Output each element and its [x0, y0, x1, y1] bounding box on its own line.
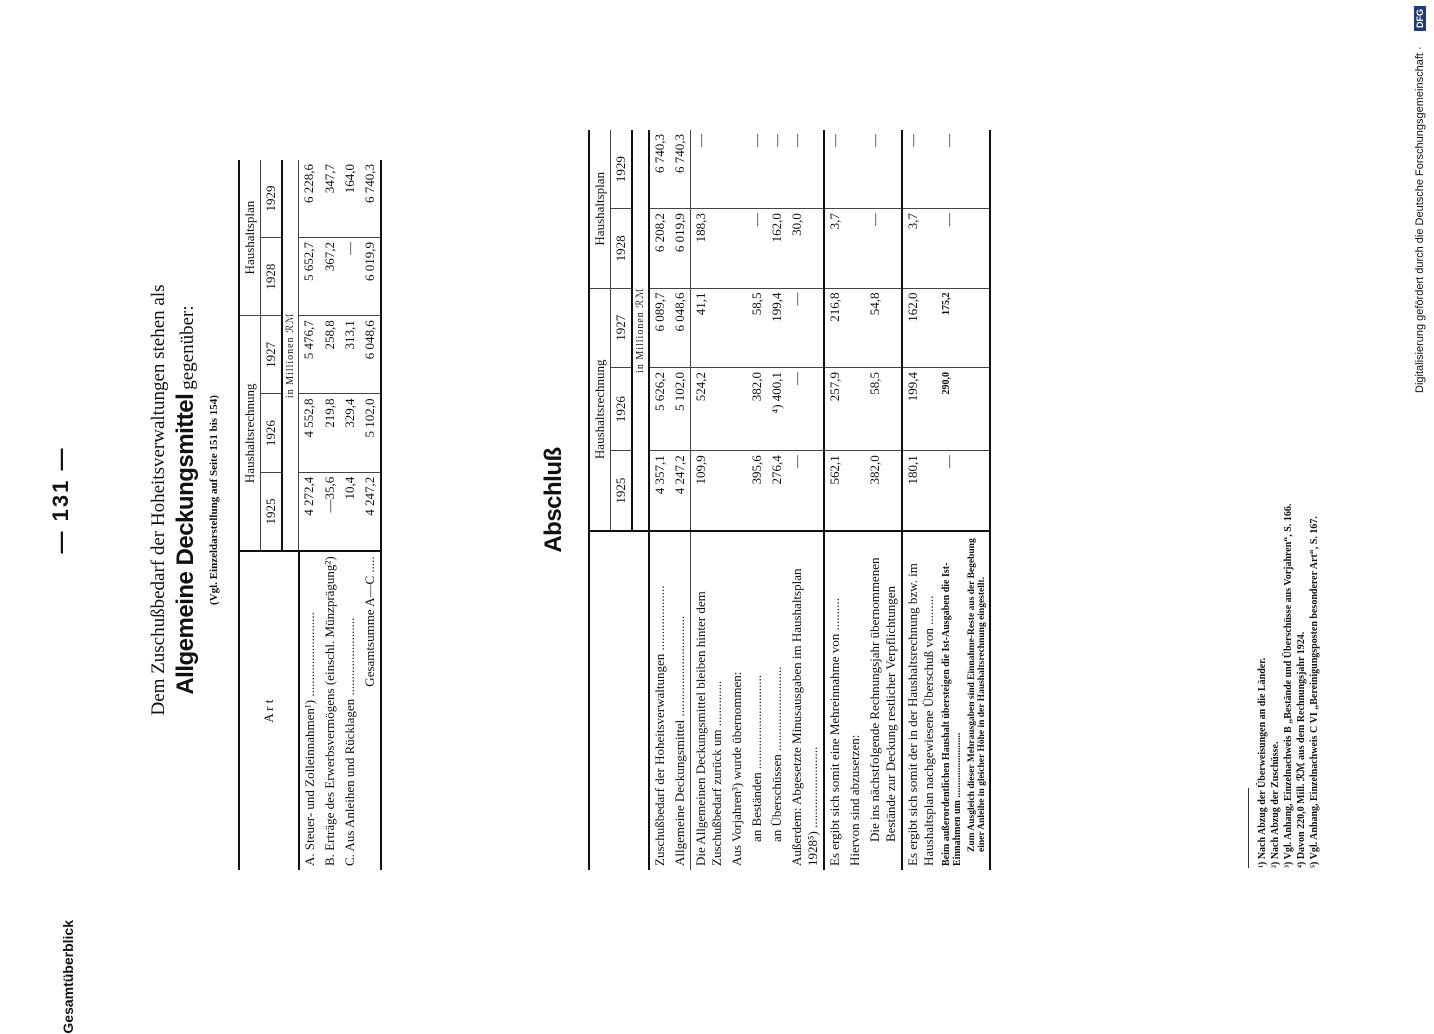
cell-value: 524,2	[691, 367, 728, 450]
row-label: B. Erträge des Erwerbsvermögens (einschl. Münzprägung²)	[320, 551, 340, 870]
footnote: ¹) Nach Abzug der Überweisungen an die Länder.	[1257, 657, 1268, 868]
cell-value: —	[787, 288, 824, 367]
total-row	[360, 160, 381, 870]
cell-value: 6 208,2	[649, 209, 670, 288]
cell-value: 6 019,9	[670, 209, 691, 288]
year-header: 1927	[611, 288, 633, 367]
year-header: 1929	[611, 130, 633, 209]
cell-value: 180,1	[902, 451, 939, 531]
year-header: 1925	[611, 451, 633, 531]
cell-value: 199,4	[767, 288, 787, 367]
table-row	[965, 130, 990, 870]
cell-value: 164,0	[341, 164, 357, 194]
cell-value: 562,1	[824, 451, 845, 531]
footnote-rule	[1248, 788, 1249, 868]
cell-value: —	[749, 134, 764, 147]
digitization-text: Digitalisierung gefördert durch die Deutsche Forschungsgemeinschaft ·	[1414, 46, 1426, 393]
section2-title: Abschluß	[540, 447, 567, 553]
cell-value: 6 228,6	[301, 164, 316, 203]
cell-value: 5 476,7	[299, 316, 320, 394]
table-row	[340, 160, 360, 870]
table-row	[747, 130, 767, 870]
cell-value: 367,2	[320, 237, 340, 315]
table-row	[939, 130, 965, 870]
table-row	[649, 130, 670, 870]
section1-title-line	[172, 0, 200, 1000]
cell-value: —	[787, 367, 824, 450]
row-label: Zum Ausgleich dieser Mehrausgaben sind Einnahme-Reste aus der Begebung einer Anleihe in gleicher Höhe in der Haushaltsrechnung eingestellt.	[965, 531, 990, 870]
cell-value: 5 102,0	[670, 367, 691, 450]
table-row	[320, 160, 340, 870]
digitization-note	[1412, 0, 1434, 393]
cell-value: —	[939, 209, 965, 288]
unit-label: in Millionen ℛℳ	[632, 130, 649, 531]
cell-value: —	[787, 130, 824, 209]
total-value: 4 247,2	[360, 472, 381, 551]
year-header: 1928	[261, 237, 283, 315]
cell-value: 382,0	[865, 451, 902, 531]
cell-value: 30,0	[787, 209, 824, 288]
abschluss-table	[588, 130, 991, 870]
col-art-header: A r t	[260, 699, 276, 723]
footnote: ⁵) Vgl. Anhang, Einzelnachweis C VI „Bereinigungsposten besonderer Art“, S. 167.	[1309, 516, 1320, 868]
total-label: Gesamtsumme A—C .....	[360, 551, 381, 870]
cell-value: 10,4	[340, 472, 360, 551]
group2-header: Haushaltsplan	[239, 160, 261, 316]
table-row	[865, 130, 902, 870]
footnotes	[1256, 148, 1321, 868]
table-row	[824, 130, 845, 870]
year-header: 1925	[261, 472, 283, 551]
year-header: 1926	[261, 394, 283, 472]
table-row	[787, 130, 824, 870]
cell-value: 4 247,2	[670, 451, 691, 531]
total-value: 6 740,3	[360, 160, 381, 237]
row-label: Zuschußbedarf der Hoheitsverwaltungen ....................	[649, 531, 670, 870]
section1-title: Allgemeine Deckungsmittel	[172, 393, 199, 695]
row-label: A. Steuer- und Zolleinnahmen¹) ..........................	[299, 551, 320, 870]
cell-value: —	[865, 130, 902, 209]
cell-value: 5 652,7	[299, 237, 320, 315]
cell-value: 216,8	[824, 288, 845, 367]
row-label: Es ergibt sich somit eine Mehreinnahme von ..........	[824, 531, 845, 870]
row-label: an Überschüssen ..........................	[767, 531, 787, 870]
cell-value: 4 357,1	[649, 451, 670, 531]
table-row	[767, 130, 787, 870]
cell-value: 58,5	[865, 367, 902, 450]
page-number: — 131 —	[48, 446, 73, 554]
row-label: Hiervon sind abzusetzen:	[845, 531, 865, 870]
cell-value: —	[747, 209, 767, 288]
group2-header: Haushaltsplan	[589, 130, 611, 288]
footnote: ⁴) Davon 220,0 Mill. ℛℳ aus dem Rechnungsjahr 1924.	[1296, 631, 1307, 868]
cell-value: —	[905, 134, 920, 147]
table-row	[691, 130, 728, 870]
cell-value: 175,2	[939, 288, 965, 367]
cell-value: 188,3	[691, 209, 728, 288]
cell-value: 257,9	[824, 367, 845, 450]
row-label: Aus Vorjahren³) wurde übernommen:	[727, 531, 747, 870]
total-value: 6 048,6	[360, 316, 381, 394]
section1-subnote: (Vgl. Einzeldarstellung auf Seite 151 bis 154)	[208, 395, 220, 605]
cell-value: ⁴) 400,1	[767, 367, 787, 450]
unit-label: in Millionen ℛℳ	[282, 160, 299, 551]
table-row	[299, 160, 320, 870]
cell-value: —	[827, 134, 842, 147]
cell-value: 4 272,4	[299, 472, 320, 551]
row-label: Die ins nächstfolgende Rechnungsjahr übernommenen Bestände zur Deckung restlicher Verpflichtungen	[865, 531, 902, 870]
row-label: Außerdem: Abgesetzte Minusausgaben im Haushaltsplan 1928⁵) .........................	[787, 531, 824, 870]
row-label: C. Aus Anleihen und Rücklagen ........................	[340, 551, 360, 870]
cell-value: 395,6	[747, 451, 767, 531]
footnote: ³) Vgl. Anhang, Einzelnachweis B „Bestände und Überschüsse aus Vorjahren“, S. 166.	[1283, 503, 1294, 868]
cell-value: 290,0	[939, 367, 965, 450]
section1-title-suffix: gegenüber:	[177, 305, 198, 390]
cell-value: 5 626,2	[649, 367, 670, 450]
year-header: 1928	[611, 209, 633, 288]
cell-value: —	[939, 451, 965, 531]
row-label: Allgemeine Deckungsmittel ...............................	[670, 531, 691, 870]
footnote: ²) Nach Abzug der Zuschüsse.	[1270, 741, 1281, 868]
cell-value: 313,1	[340, 316, 360, 394]
cell-value: —	[865, 209, 902, 288]
cell-value: 4 552,8	[299, 394, 320, 472]
cell-value: 199,4	[902, 367, 939, 450]
total-value: 6 019,9	[360, 237, 381, 315]
year-header: 1926	[611, 367, 633, 450]
cell-value: —	[769, 134, 784, 147]
deckungsmittel-table	[238, 160, 382, 870]
cell-value: 162,0	[767, 209, 787, 288]
cell-value: 162,0	[902, 288, 939, 367]
cell-value: 41,1	[691, 288, 728, 367]
cell-value: —	[693, 134, 708, 147]
row-label: an Beständen .............................	[747, 531, 767, 870]
cell-value: 329,4	[340, 394, 360, 472]
cell-value: 3,7	[824, 209, 845, 288]
row-label: Es ergibt sich somit der in der Haushaltsrechnung bzw. im Haushaltsplan nachgewiesene Überschuß von .........	[902, 531, 939, 870]
table-row	[845, 130, 865, 870]
cell-value: 6 089,7	[649, 288, 670, 367]
cell-value: —	[340, 237, 360, 315]
cell-value: 258,8	[320, 316, 340, 394]
cell-value: —	[941, 134, 956, 147]
group1-header: Haushaltsrechnung	[239, 316, 261, 552]
total-value: 5 102,0	[360, 394, 381, 472]
cell-value: 6 740,3	[652, 134, 667, 173]
cell-value: 58,5	[747, 288, 767, 367]
table-row	[727, 130, 747, 870]
table-row	[670, 130, 691, 870]
cell-value: 382,0	[747, 367, 767, 450]
year-header: 1929	[261, 160, 283, 237]
row-label: Beim außerordentlichen Haushalt übersteigen die Ist-Ausgaben die Ist-Einnahmen um ..........................	[939, 531, 965, 870]
cell-value: 219,8	[320, 394, 340, 472]
cell-value: 347,7	[321, 164, 337, 194]
table-row	[902, 130, 939, 870]
cell-value: 109,9	[691, 451, 728, 531]
dfg-logo: DFG	[1414, 6, 1426, 31]
running-header: Gesamtüberblick	[60, 920, 76, 1034]
group1-header: Haushaltsrechnung	[589, 288, 611, 531]
cell-value: —35,6	[320, 472, 340, 551]
section1-intro: Dem Zuschußbedarf der Hoheitsverwaltungen stehen als	[148, 284, 169, 716]
cell-value: 3,7	[902, 209, 939, 288]
cell-value: 276,4	[767, 451, 787, 531]
cell-value: —	[787, 451, 824, 531]
cell-value: 6 740,3	[670, 130, 691, 209]
year-header: 1927	[261, 316, 283, 394]
cell-value: 6 048,6	[670, 288, 691, 367]
cell-value: 54,8	[865, 288, 902, 367]
row-label: Die Allgemeinen Deckungsmittel bleiben hinter dem Zuschußbedarf zurück um ..............	[691, 531, 728, 870]
